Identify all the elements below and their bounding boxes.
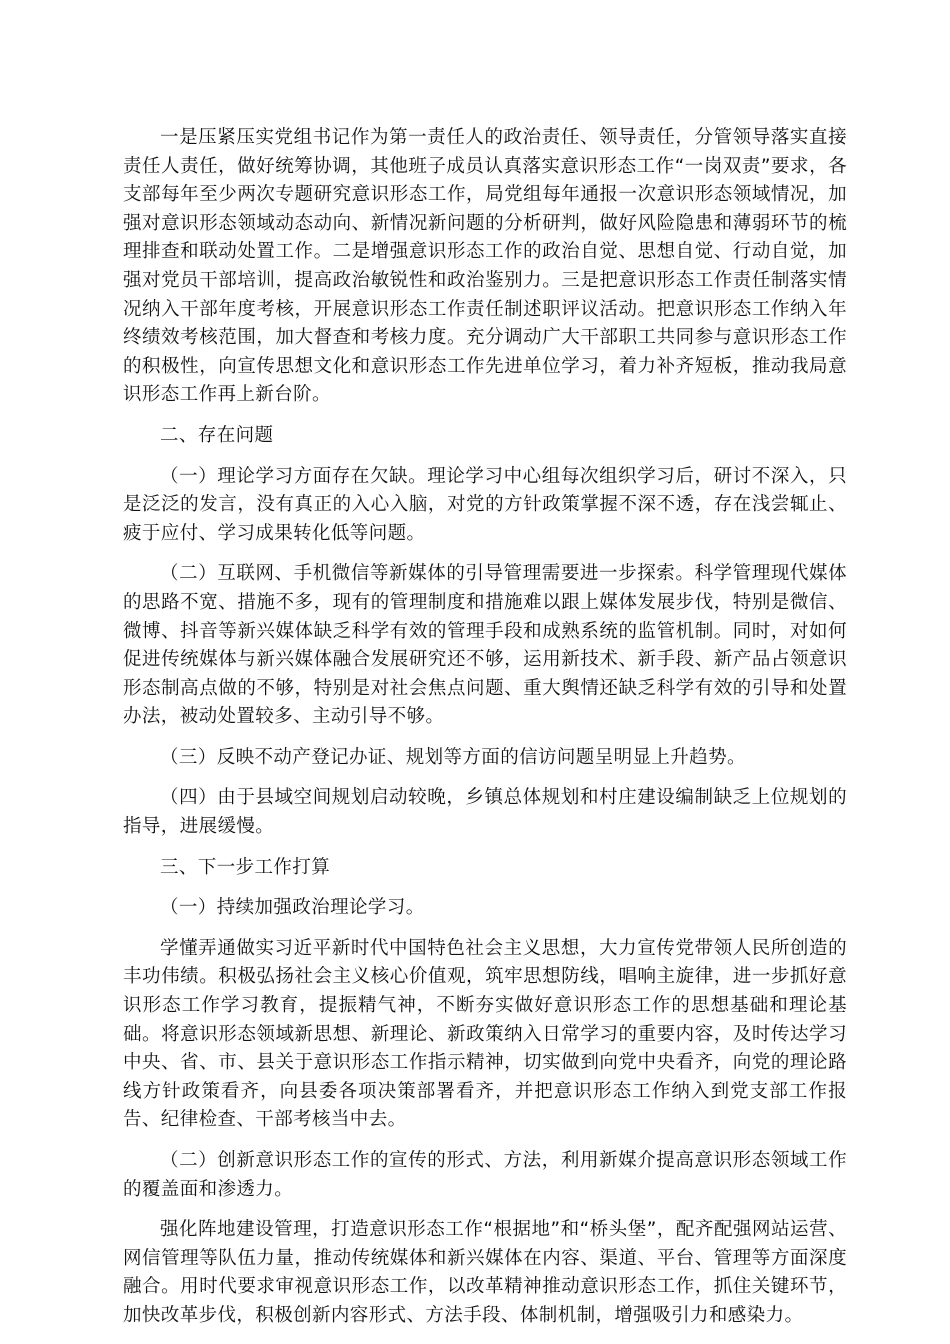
paragraph-problem-3: （三）反映不动产登记办证、规划等方面的信访问题呈明显上升趋势。: [160, 746, 746, 768]
paragraph-step-2: 强化阵地建设管理，打造意识形态工作“根据地”和“桥头堡”，配齐配强网站运营、网信管理等队伍力量，推动传统媒体和新兴媒体在内容、渠道、平台、管理等方面深度融合。用时代要求审视意识形态工作，以改革精神推动意识形态工作，抓住关键环节，加快改革步伐，积极创新内容形式、方法手段、体制机制，增强吸引力和感染力。: [123, 1219, 847, 1326]
paragraph-problem-4: （四）由于县域空间规划启动较晚，乡镇总体规划和村庄建设编制缺乏上位规划的指导，进展缓慢。: [123, 787, 847, 838]
document-body: [123, 124, 847, 1343]
subheading-step-2: （二）创新意识形态工作的宣传的形式、方法，利用新媒介提高意识形态领域工作的覆盖面和渗透力。: [123, 1150, 847, 1200]
heading-existing-problems: 二、存在问题: [160, 424, 274, 446]
heading-next-steps: 三、下一步工作打算: [160, 856, 331, 878]
paragraph-problem-2: （二）互联网、手机微信等新媒体的引导管理需要进一步探索。科学管理现代媒体的思路不宽、措施不多，现有的管理制度和措施难以跟上媒体发展步伐，特别是微信、微博、抖音等新兴媒体缺乏科学有效的管理手段和成熟系统的监管机制。同时，对如何促进传统媒体与新兴媒体融合发展研究还不够，运用新技术、新手段、新产品占领意识形态制高点做的不够，特别是对社会焦点问题、重大舆情还缺乏科学有效的引导和处置办法，被动处置较多、主动引导不够。: [123, 563, 847, 728]
paragraph-responsibility: 一是压紧压实党组书记作为第一责任人的政治责任、领导责任，分管领导落实直接责任人责任，做好统筹协调，其他班子成员认真落实意识形态工作“一岗双责”要求，各支部每年至少两次专题研究意识形态工作，局党组每年通报一次意识形态领域情况，加强对意识形态领域动态动向、新情况新问题的分析研判，做好风险隐患和薄弱环节的梳理排查和联动处置工作。二是增强意识形态工作的政治自觉、思想自觉、行动自觉，加强对党员干部培训，提高政治敏锐性和政治鉴别力。三是把意识形态工作责任制落实情况纳入干部年度考核，开展意识形态工作责任制述职评议活动。把意识形态工作纳入年终绩效考核范围，加大督查和考核力度。充分调动广大干部职工共同参与意识形态工作的积极性，向宣传思想文化和意识形态工作先进单位学习，着力补齐短板，推动我局意识形态工作再上新台阶。: [123, 127, 847, 406]
paragraph-problem-1: （一）理论学习方面存在欠缺。理论学习中心组每次组织学习后，研讨不深入，只是泛泛的发言，没有真正的入心入脑，对党的方针政策掌握不深不透，存在浅尝辄止、疲于应付、学习成果转化低等问题。: [123, 465, 847, 544]
paragraph-step-1: 学懂弄通做实习近平新时代中国特色社会主义思想，大力宣传党带领人民所创造的丰功伟绩。积极弘扬社会主义核心价值观，筑牢思想防线，唱响主旋律，进一步抓好意识形态工作学习教育，提振精气神，不断夯实做好意识形态工作的思想基础和理论基础。将意识形态领域新思想、新理论、新政策纳入日常学习的重要内容，及时传达学习中央、省、市、县关于意识形态工作指示精神，切实做到向党中央看齐，向党的理论路线方针政策看齐，向县委各项决策部署看齐，并把意识形态工作纳入到党支部工作报告、纪律检查、干部考核当中去。: [123, 937, 847, 1131]
subheading-step-1: （一）持续加强政治理论学习。: [160, 897, 425, 919]
